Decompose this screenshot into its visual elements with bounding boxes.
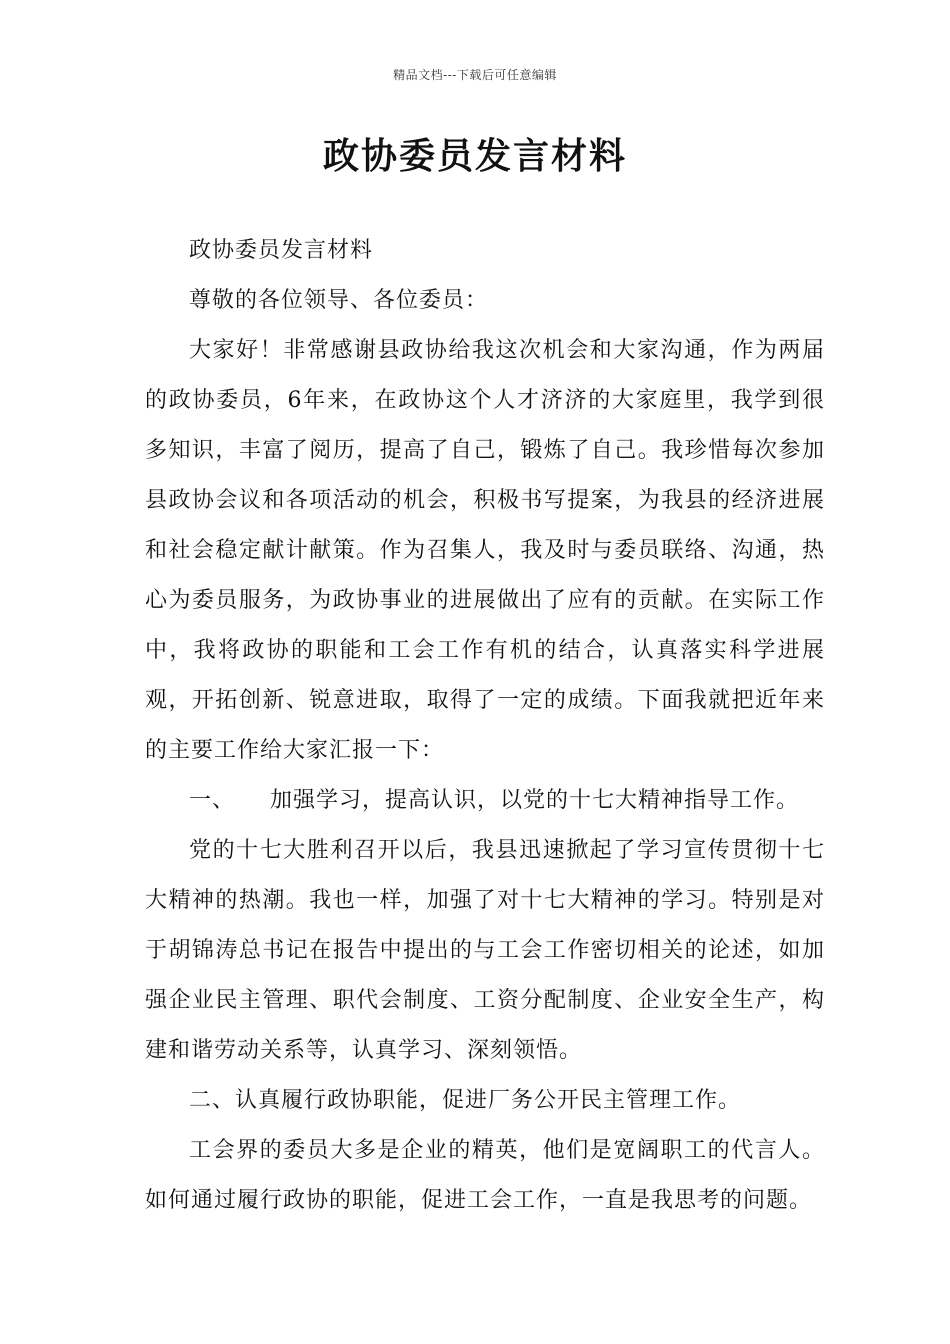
- paragraph-intro: 大家好！非常感谢县政协给我这次机会和大家沟通，作为两届的政协委员，6年来，在政协这个人才济济的大家庭里，我学到很多知识，丰富了阅历，提高了自己，锻炼了自己。我珍惜每次参加县政协会议和各项活动的机会，积极书写提案，为我县的经济进展和社会稳定献计献策。作为召集人，我及时与委员联络、沟通，热心为委员服务，为政协事业的进展做出了应有的贡献。在实际工作中，我将政协的职能和工会工作有机的结合，认真落实科学进展观，开拓创新、锐意进取，取得了一定的成绩。下面我就把近年来的主要工作给大家汇报一下：: [145, 338, 825, 763]
- document-body: [145, 226, 825, 1226]
- header-note: 精品文档---下载后可任意编辑: [393, 68, 557, 82]
- section-heading-2: 二、认真履行政协职能，促进厂务公开民主管理工作。: [189, 1088, 742, 1113]
- paragraph-subtitle: 政协委员发言材料: [189, 238, 374, 263]
- paragraph-section-2: 工会界的委员大多是企业的精英，他们是宽阔职工的代言人。如何通过履行政协的职能，促进工会工作，一直是我思考的问题。: [145, 1138, 825, 1213]
- section-heading-1: 一、 加强学习，提高认识，以党的十七大精神指导工作。: [189, 788, 800, 813]
- document-title: 政协委员发言材料: [322, 135, 627, 177]
- paragraph-salutation: 尊敬的各位领导、各位委员：: [189, 288, 489, 313]
- paragraph-section-1: 党的十七大胜利召开以后，我县迅速掀起了学习宣传贯彻十七大精神的热潮。我也一样，加强了对十七大精神的学习。特别是对于胡锦涛总书记在报告中提出的与工会工作密切相关的论述，如加强企业民主管理、职代会制度、工资分配制度、企业安全生产，构建和谐劳动关系等，认真学习、深刻领悟。: [145, 838, 825, 1063]
